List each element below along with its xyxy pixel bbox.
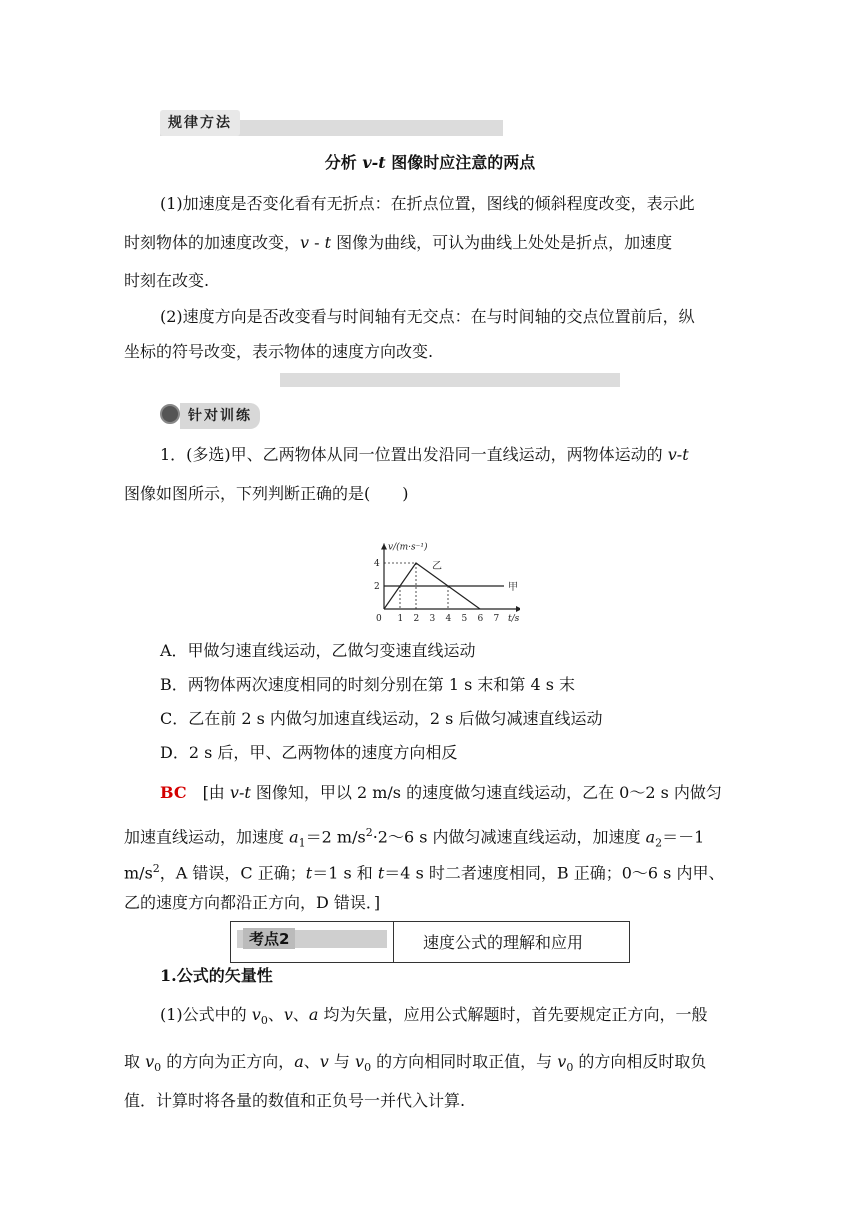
target-icon bbox=[160, 404, 180, 424]
answer-line2: 加速直线运动，加速度 $a_1=2$ $m/s^2\cdot 2\sim 6$ s 内做匀减速直线运动，加速度 $a_2=-1$ bbox=[124, 826, 705, 850]
x-tick-label: 4 bbox=[445, 614, 452, 624]
y-axis-label: v/(m·s⁻¹) bbox=[388, 542, 428, 553]
answer-line4: 乙的速度方向都沿正方向，D 错误．] bbox=[124, 893, 381, 912]
question-line2: 图像如图所示，下列判断正确的是( ) bbox=[124, 484, 409, 503]
x-tick-label: 7 bbox=[493, 614, 500, 624]
option-a: A．甲做匀速直线运动，乙做匀变速直线运动 bbox=[160, 641, 476, 660]
methods-p1-line1: (1)加速度是否变化看有无折点：在折点位置，图线的倾斜程度改变，表示此 bbox=[160, 194, 695, 213]
x-tick-label: 5 bbox=[461, 614, 468, 624]
x-axis-label: t/s bbox=[508, 614, 520, 624]
vt-chart bbox=[360, 512, 520, 630]
formula-heading: 1.公式的矢量性 bbox=[160, 966, 273, 985]
formula-line3: 值．计算时将各量的数值和正负号一并代入计算. bbox=[124, 1091, 466, 1110]
methods-p1-line3: 时刻在改变. bbox=[124, 271, 210, 290]
methods-p2-line1: (2)速度方向是否改变看与时间轴有无交点：在与时间轴的交点位置前后，纵 bbox=[160, 307, 695, 326]
section-label-methods: 规律方法 bbox=[160, 110, 240, 136]
topic-title: 速度公式的理解和应用 bbox=[423, 933, 584, 952]
x-tick-label: 0 bbox=[376, 614, 382, 624]
topic-label: 考点2 bbox=[243, 928, 295, 949]
y-axis-arrow bbox=[381, 544, 387, 550]
formula-line1: (1)公式中的 $v_0$、v、a 均为矢量，应用公式解题时，首先要规定正方向，一般 bbox=[160, 1005, 708, 1028]
x-tick-label: 3 bbox=[429, 614, 436, 624]
x-tick-label: 2 bbox=[413, 614, 420, 624]
option-d: D．2 s 后，甲、乙两物体的速度方向相反 bbox=[160, 743, 458, 762]
x-axis-arrow bbox=[516, 606, 520, 612]
answer-line1: BC [由 v-t 图像知，甲以 2 m/s 的速度做匀速直线运动，乙在 0～2 s 内做匀 bbox=[160, 783, 722, 802]
section-divider bbox=[280, 373, 620, 387]
topic-box bbox=[230, 921, 630, 963]
question-line1: 1．(多选)甲、乙两物体从同一位置出发沿同一直线运动，两物体运动的 v-t bbox=[160, 445, 689, 464]
option-b: B．两物体两次速度相同的时刻分别在第 1 s 末和第 4 s 末 bbox=[160, 675, 576, 694]
section-label-training: 针对训练 bbox=[180, 403, 260, 429]
x-tick-label: 6 bbox=[477, 614, 484, 624]
methods-p2-line2: 坐标的符号改变，表示物体的速度方向改变. bbox=[124, 342, 434, 361]
methods-title: 分析 v-t 图像时应注意的两点 bbox=[324, 153, 536, 172]
answer-line3: $m/s^2$，A 错误，C 正确；t＝1 s 和 t＝4 s 时二者速度相同，B 正确；0～6 s 内甲、 bbox=[124, 862, 725, 883]
series-yi-label: 乙 bbox=[432, 560, 442, 572]
y-tick-label: 4 bbox=[374, 559, 380, 569]
formula-line2: 取 $v_0$ 的方向为正方向，a、v 与 $v_0$ 的方向相同时取正值，与 $v_0$ 的方向相反时取负 bbox=[124, 1052, 707, 1075]
topic-divider bbox=[393, 922, 394, 962]
x-tick-label: 1 bbox=[397, 614, 404, 624]
answer-key: BC bbox=[160, 783, 187, 802]
series-jia-label: 甲 bbox=[508, 582, 518, 593]
y-tick-label: 2 bbox=[374, 582, 380, 592]
option-c: C．乙在前 2 s 内做匀加速直线运动，2 s 后做匀减速直线运动 bbox=[160, 709, 603, 728]
methods-p1-line2: 时刻物体的加速度改变，v - t 图像为曲线，可认为曲线上处处是折点，加速度 bbox=[124, 233, 673, 252]
